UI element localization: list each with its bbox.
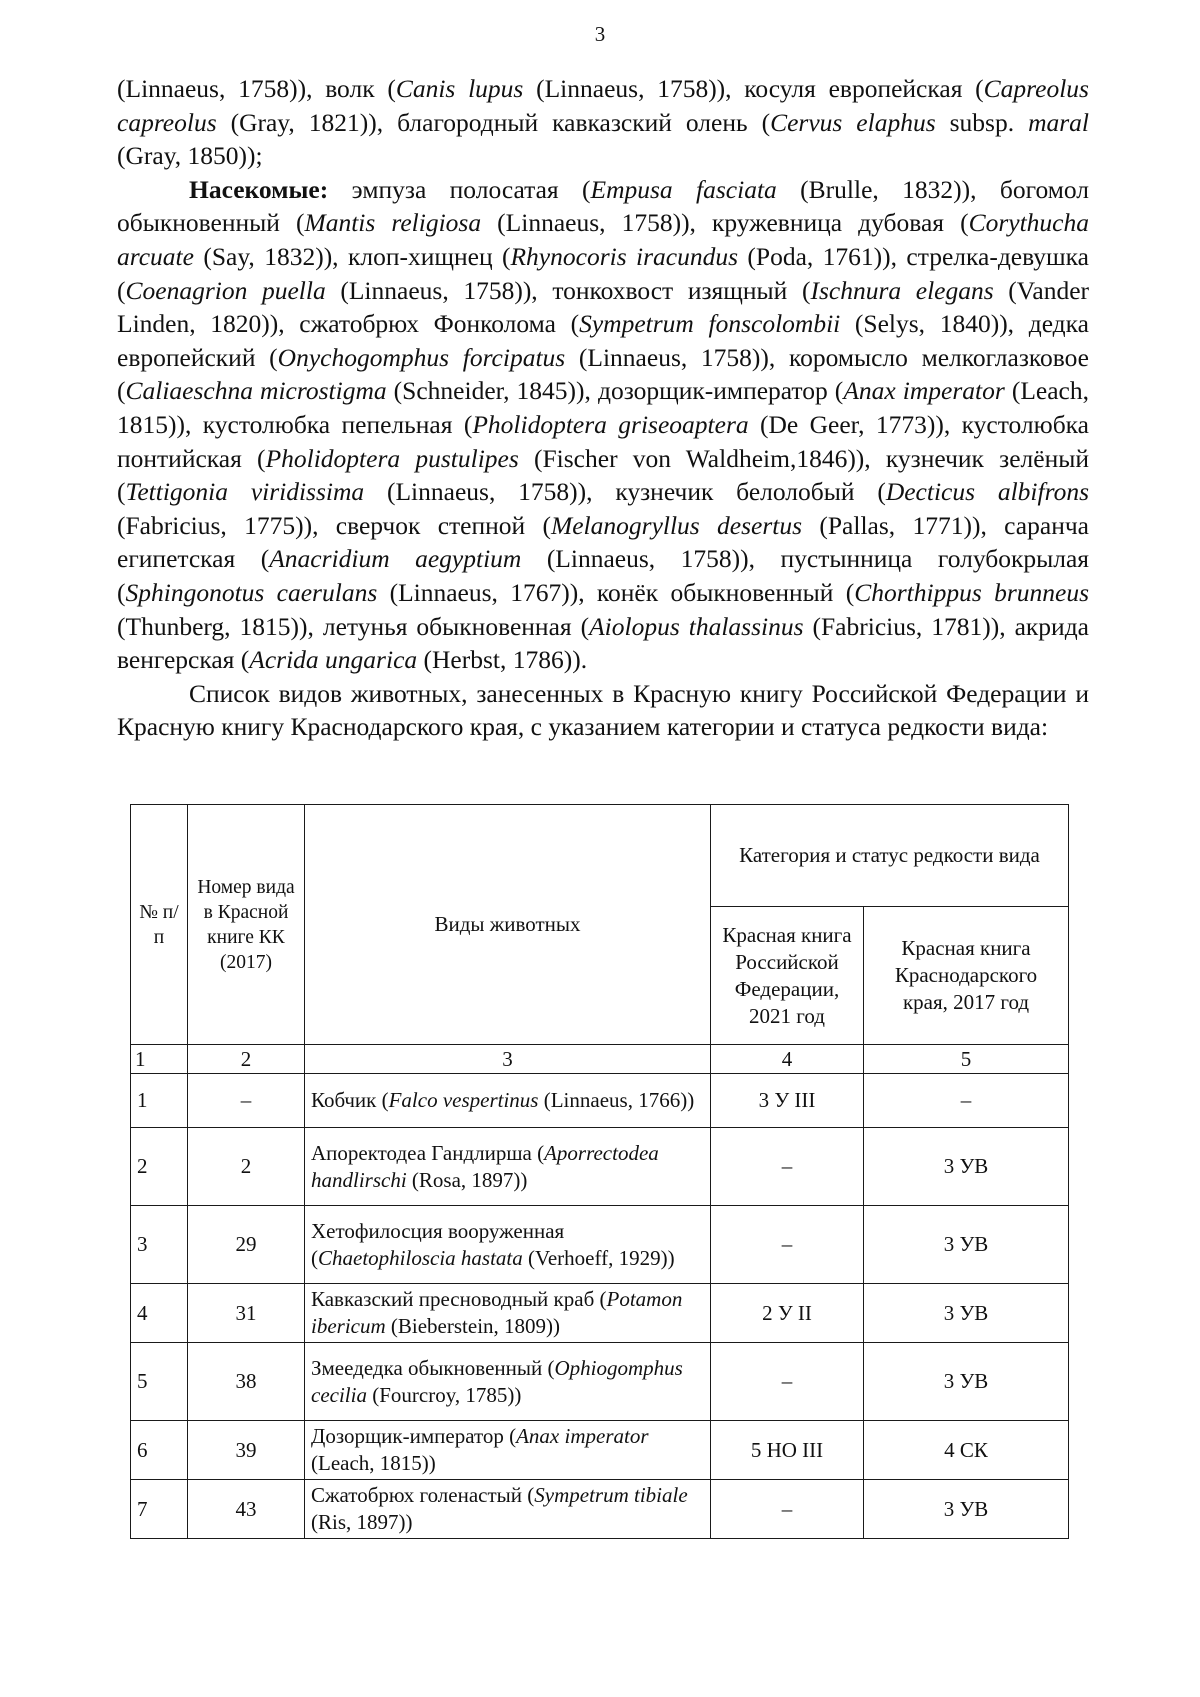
text-run: Змеедедка обыкновенный ( xyxy=(311,1355,555,1380)
latin-name: Potamon ibericum xyxy=(311,1287,683,1338)
row-species-name xyxy=(305,1421,711,1480)
text-run: Список видов животных, занесенных в Красную книгу Российской Федерации и Красную книгу Краснодарского края, с указанием категории и статуса редкости вида: xyxy=(117,678,1089,742)
table-row xyxy=(131,1343,1069,1421)
text-run: (Rosa, 1897)) xyxy=(406,1167,528,1192)
row-species-name xyxy=(305,1480,711,1539)
red-book-species-table xyxy=(130,804,1069,1539)
latin-name: Aporrectodea handlirschi xyxy=(311,1140,659,1192)
body-text xyxy=(117,72,1089,744)
row-kk-category: 3 УВ xyxy=(864,1284,1069,1343)
row-kk-category: 3 УВ xyxy=(864,1343,1069,1421)
latin-name: Canis lupus xyxy=(395,74,524,103)
latin-name: Falco vespertinus xyxy=(388,1088,539,1112)
column-number: 3 xyxy=(305,1045,711,1074)
row-kk-number: 43 xyxy=(188,1480,305,1539)
row-number: 4 xyxy=(131,1284,188,1343)
row-kk-category: 3 УВ xyxy=(864,1206,1069,1284)
latin-name: Caliaeschna microstigma xyxy=(125,376,387,406)
row-number: 2 xyxy=(131,1128,188,1206)
latin-name: Acrida ungarica xyxy=(249,645,418,675)
row-kk-category: – xyxy=(864,1074,1069,1128)
text-run: (Fischer von Waldheim,1846)), кузнечик зелёный ( xyxy=(117,443,1090,507)
text-run: (Linnaeus, 1758)), косуля европейская ( xyxy=(523,74,984,103)
latin-name: Decticus albifrons xyxy=(885,477,1089,507)
column-number: 1 xyxy=(131,1045,188,1074)
row-kk-number: 38 xyxy=(188,1343,305,1421)
text-run: Хетофилосция вооруженная ( xyxy=(311,1218,565,1270)
row-kk-number: – xyxy=(188,1074,305,1128)
latin-name: Mantis religiosa xyxy=(304,208,482,238)
text-run: Дозорщик-император ( xyxy=(311,1424,517,1448)
row-number: 7 xyxy=(131,1480,188,1539)
text-run: (Linnaeus, 1758)), волк ( xyxy=(117,74,396,103)
text-run: (Bieberstein, 1809)) xyxy=(385,1314,561,1338)
paragraph-mammals-tail xyxy=(117,72,1089,173)
text-run: (Fabricius, 1775)), сверчок степной ( xyxy=(117,510,551,540)
row-rf-category: 5 НО III xyxy=(711,1421,864,1480)
paragraph-list-intro xyxy=(117,677,1089,744)
text-run: (Poda, 1761)), стрелка-девушка ( xyxy=(117,241,1089,305)
latin-name: Sympetrum tibiale xyxy=(534,1483,688,1507)
latin-name: Ischnura elegans xyxy=(810,275,994,305)
latin-name: Sphingonotus caerulans xyxy=(125,577,378,607)
row-kk-number: 31 xyxy=(188,1284,305,1343)
row-rf-category: – xyxy=(711,1480,864,1539)
text-run: Сжатобрюх голенастый ( xyxy=(311,1483,535,1507)
latin-name: Anacridium aegyptium xyxy=(269,544,522,574)
column-number: 4 xyxy=(711,1045,864,1074)
text-run: (Herbst, 1786)). xyxy=(417,645,588,675)
text-run: (Ris, 1897)) xyxy=(311,1510,413,1534)
row-rf-category: – xyxy=(711,1343,864,1421)
table-row xyxy=(131,1480,1069,1539)
row-kk-category: 3 УВ xyxy=(864,1128,1069,1206)
text-run: (Fourcroy, 1785)) xyxy=(366,1382,522,1407)
text-run: (Linnaeus, 1758)), пустынница голубокрылая ( xyxy=(117,544,1090,607)
row-number: 1 xyxy=(131,1074,188,1128)
text-run: (Linnaeus, 1758)), тонкохвост изящный ( xyxy=(325,275,811,305)
latin-name: Empusa fasciata xyxy=(590,174,777,204)
table-row xyxy=(131,1074,1069,1128)
text-run: (Leach, 1815)), кустолюбка пепельная ( xyxy=(117,376,1089,439)
row-rf-category: – xyxy=(711,1128,864,1206)
header-rf-red-book: Красная книга Российской Федерации, 2021 год xyxy=(711,907,864,1045)
text-run: Кавказский пресноводный краб ( xyxy=(311,1287,607,1311)
row-kk-number: 2 xyxy=(188,1128,305,1206)
row-kk-number: 39 xyxy=(188,1421,305,1480)
latin-name: Pholidoptera pustulipes xyxy=(265,443,519,473)
text-run: (Brulle, 1832)), богомол обыкновенный ( xyxy=(117,174,1089,238)
header-species: Виды животных xyxy=(305,805,711,1045)
latin-name: Capreolus capreolus xyxy=(117,74,1089,137)
text-run: (Linnaeus, 1758)), кузнечик белолобый ( xyxy=(364,477,886,507)
latin-name: Anax imperator xyxy=(516,1424,649,1448)
latin-name: Onychogomphus forcipatus xyxy=(277,342,566,372)
text-run: (Fabricius, 1781)), акрида венгерская ( xyxy=(117,611,1089,675)
latin-name: Rhynocoris iracundus xyxy=(510,241,739,271)
latin-name: Tettigonia viridissima xyxy=(125,477,365,507)
table-row xyxy=(131,1128,1069,1206)
text-run: (Gray, 1821)), благородный кавказский олень ( xyxy=(216,107,771,137)
paragraph-insects xyxy=(117,173,1089,677)
row-species-name xyxy=(305,1343,711,1421)
row-number: 3 xyxy=(131,1206,188,1284)
header-category-group: Категория и статус редкости вида xyxy=(711,805,1069,907)
text-run: эмпуза полосатая ( xyxy=(328,174,591,204)
row-rf-category: – xyxy=(711,1206,864,1284)
text-run: Апоректодеа Гандлирша ( xyxy=(311,1140,545,1165)
row-number: 6 xyxy=(131,1421,188,1480)
header-kk-red-book: Красная книга Краснодарского края, 2017 год xyxy=(864,907,1069,1045)
row-species-name xyxy=(305,1074,711,1128)
row-rf-category: 3 У III xyxy=(711,1074,864,1128)
header-kk-number: Номер вида в Красной книге КК (2017) xyxy=(188,805,305,1045)
text-run: (De Geer, 1773)), кустолюбка понтийская ( xyxy=(117,409,1089,473)
row-rf-category: 2 У II xyxy=(711,1284,864,1343)
text-run: (Say, 1832)), клоп-хищнец ( xyxy=(193,241,511,271)
text-run: (Schneider, 1845)), дозорщик-император ( xyxy=(386,376,844,406)
latin-name: Ophiogomphus cecilia xyxy=(311,1355,683,1407)
latin-name: Chorthippus brunneus xyxy=(854,577,1089,607)
row-kk-category: 3 УВ xyxy=(864,1480,1069,1539)
text-run: Кобчик ( xyxy=(311,1088,389,1112)
latin-name: Corythucha arcuate xyxy=(117,208,1089,271)
latin-name: Aiolopus thalassinus xyxy=(589,611,804,641)
section-label: Насекомые: xyxy=(189,174,329,204)
row-number: 5 xyxy=(131,1343,188,1421)
text-run: (Leach, 1815)) xyxy=(311,1451,436,1475)
table-row xyxy=(131,1206,1069,1284)
text-run: (Gray, 1850)); xyxy=(117,141,263,171)
text-run: (Linnaeus, 1767)), конёк обыкновенный ( xyxy=(377,577,855,607)
latin-name: Pholidoptera griseoaptera xyxy=(472,409,749,439)
latin-name: Cervus elaphus xyxy=(770,107,936,137)
row-kk-category: 4 СК xyxy=(864,1421,1069,1480)
column-number: 2 xyxy=(188,1045,305,1074)
latin-name: Melanogryllus desertus xyxy=(551,510,803,540)
text-run: (Linnaeus, 1758)), коромысло мелкоглазковое ( xyxy=(117,342,1089,406)
table-row xyxy=(131,1284,1069,1343)
column-number: 5 xyxy=(864,1045,1069,1074)
table-row xyxy=(131,1421,1069,1480)
text-run: (Thunberg, 1815)), летунья обыкновенная ( xyxy=(117,611,590,641)
text-run: (Verhoeff, 1929)) xyxy=(522,1245,675,1270)
latin-name: Chaetophiloscia hastata xyxy=(318,1245,523,1270)
row-species-name xyxy=(305,1128,711,1206)
text-run: (Vander Linden, 1820)), сжатобрюх Фонколома ( xyxy=(117,275,1089,339)
header-number: № п/п xyxy=(131,805,188,1045)
latin-name: Sympetrum fonscolombii xyxy=(579,309,841,339)
text-run: (Selys, 1840)), дедка европейский ( xyxy=(117,309,1089,372)
text-run: (Pallas, 1771)), саранча египетская ( xyxy=(117,510,1089,574)
text-run: (Linnaeus, 1758)), кружевница дубовая ( xyxy=(481,208,969,238)
latin-name: Anax imperator xyxy=(843,376,1005,406)
row-species-name xyxy=(305,1284,711,1343)
text-run: (Linnaeus, 1766)) xyxy=(538,1088,695,1112)
latin-name: Coenagrion puella xyxy=(125,275,326,305)
page-number: 3 xyxy=(594,22,606,46)
row-kk-number: 29 xyxy=(188,1206,305,1284)
row-species-name xyxy=(305,1206,711,1284)
text-run: subsp. xyxy=(935,107,1029,137)
latin-name: maral xyxy=(1028,107,1089,137)
